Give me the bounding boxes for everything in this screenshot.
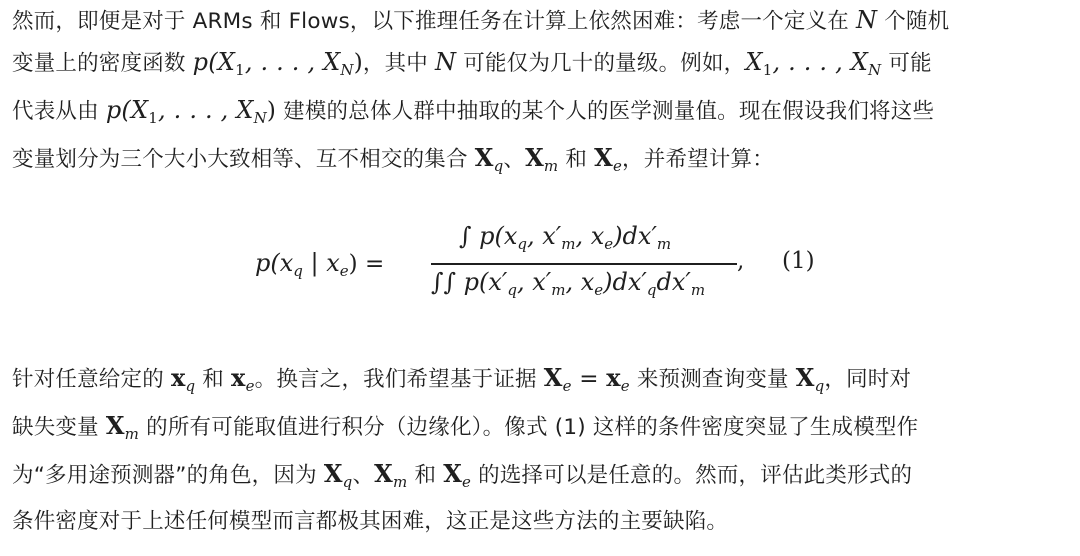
math-text: ) = (348, 251, 385, 277)
math-text: , x (575, 222, 605, 250)
math-text: ∫ p(x (459, 222, 518, 250)
paragraph-1-line-4 (12, 138, 1070, 186)
math-subscript: e (562, 377, 572, 395)
equation-comma: , (737, 248, 745, 274)
math-subscript: e (245, 377, 255, 395)
paragraph-1-line-2 (12, 42, 1070, 90)
math-subscript: e (594, 281, 604, 299)
paragraph-1 (12, 0, 1070, 186)
math-ellipsis: , . . . , X (244, 48, 341, 76)
math-subscript: q (342, 473, 353, 491)
text-span: 和 (558, 147, 595, 172)
math-N: N (435, 48, 457, 76)
text-span: ，并希望计算： (622, 147, 774, 172)
math-subscript: 1 (148, 109, 159, 127)
fraction-bar (431, 263, 737, 265)
text-span: 。换言之，我们希望基于证据 (254, 367, 544, 392)
math-subscript: m (124, 425, 140, 443)
math-subscript: e (604, 235, 614, 253)
math-set-X: X (443, 459, 463, 488)
math-density: p(X (105, 96, 149, 124)
math-subscript: e (462, 473, 472, 491)
text-span: 为“多用途预测器”的角色，因为 (12, 463, 324, 488)
math-subscript: m (690, 281, 706, 299)
math-subscript: q (814, 377, 825, 395)
math-density: p(X (192, 48, 236, 76)
equation-number: (1) (782, 248, 815, 274)
math-subscript: m (551, 281, 566, 299)
math-set-X: X (374, 459, 393, 488)
text-span: 、 (503, 147, 526, 172)
math-subscript: e (620, 377, 630, 395)
equation-lhs (255, 248, 384, 280)
math-ellipsis: , . . . , X (158, 96, 254, 124)
paragraph-1-line-3 (12, 90, 1070, 138)
math-N: N (856, 6, 878, 34)
text-span: 条件密度对于上述任何模型而言都极其困难，这正是这些方法的主要缺陷。 (12, 509, 729, 534)
math-subscript: 1 (762, 61, 773, 79)
math-ellipsis: , . . . , X (772, 48, 869, 76)
math-subscript: e (612, 157, 623, 175)
math-variable: X (745, 48, 763, 76)
math-set-X: X (525, 143, 544, 172)
text-span: 和 (195, 367, 232, 392)
math-subscript: q (493, 157, 504, 175)
math-subscript: q (507, 281, 517, 299)
math-subscript: m (656, 235, 672, 253)
text-span: 个随机 (877, 9, 950, 34)
math-subscript: q (517, 235, 528, 253)
text-span: 可能 (881, 51, 932, 76)
math-subscript: q (646, 281, 657, 299)
math-set-X: X (543, 363, 563, 392)
text-span: 代表从由 (12, 99, 106, 124)
math-subscript: q (185, 377, 196, 395)
text-span: 来预测查询变量 (629, 367, 796, 392)
equation-numerator (459, 222, 671, 253)
text-span: 建模的总体人群中抽取的某个人的医学测量值。现在假设我们将这些 (276, 99, 935, 124)
math-subscript: N (340, 61, 354, 79)
text-span: 可能仅为几十的量级。例如， (456, 51, 746, 76)
paragraph-1-line-1 (12, 0, 1070, 42)
text-span: 变量划分为三个大小大致相等、互不相交的集合 (12, 147, 475, 172)
math-text: , x (565, 268, 595, 296)
text-span: 的所有可能取值进行积分（边缘化）。像式 (1) 这样的条件密度突显了生成模型作 (139, 415, 919, 440)
math-vector-x: x (231, 363, 246, 392)
text-span: 变量上的密度函数 (12, 51, 193, 76)
math-equals: = (571, 366, 607, 392)
math-set-X: X (323, 459, 343, 488)
math-set-X: X (795, 363, 815, 392)
math-subscript: m (543, 157, 559, 175)
paragraph-2-line-1 (12, 358, 1070, 406)
equation-denominator (431, 268, 705, 299)
math-paren: ) (353, 50, 363, 76)
math-text: | x (302, 249, 340, 277)
text-span: 、 (352, 463, 375, 488)
math-vector-x: x (170, 363, 186, 392)
paragraph-2-line-3 (12, 454, 1070, 502)
math-paren: ) (266, 98, 277, 124)
paragraph-2 (12, 358, 1070, 542)
math-set-X: X (594, 143, 613, 172)
math-text: ∫∫ p(x′ (431, 268, 508, 296)
paragraph-2-line-4 (12, 502, 1070, 542)
equation-1 (255, 222, 855, 308)
math-set-X: X (105, 411, 125, 440)
math-text: , x′ (516, 268, 552, 296)
math-subscript: e (339, 262, 349, 280)
text-span: 缺失变量 (12, 415, 106, 440)
math-subscript: m (561, 235, 576, 253)
math-subscript: m (392, 473, 408, 491)
math-vector-x: x (606, 363, 621, 392)
text-span: 和 (407, 463, 444, 488)
math-text: )dx′ (603, 268, 647, 296)
text-span: 然而，即便是对于 ARMs 和 Flows，以下推理任务在计算上依然困难：考虑一个定义在 (12, 9, 857, 34)
math-text: p(x (255, 249, 294, 277)
math-text: dx′ (656, 268, 691, 296)
text-span: 针对任意给定的 (12, 367, 171, 392)
text-span: 的选择可以是任意的。然而，评估此类形式的 (471, 463, 913, 488)
math-subscript: q (293, 262, 303, 280)
math-subscript: N (253, 109, 267, 127)
paragraph-2-line-2 (12, 406, 1070, 454)
math-set-X: X (474, 143, 494, 172)
text-span: ，同时对 (824, 367, 912, 392)
math-text: )dx′ (613, 222, 657, 250)
math-text: , x′ (527, 222, 562, 250)
math-subscript: N (868, 61, 882, 79)
text-span: ，其中 (362, 51, 436, 76)
math-subscript: 1 (235, 61, 245, 79)
